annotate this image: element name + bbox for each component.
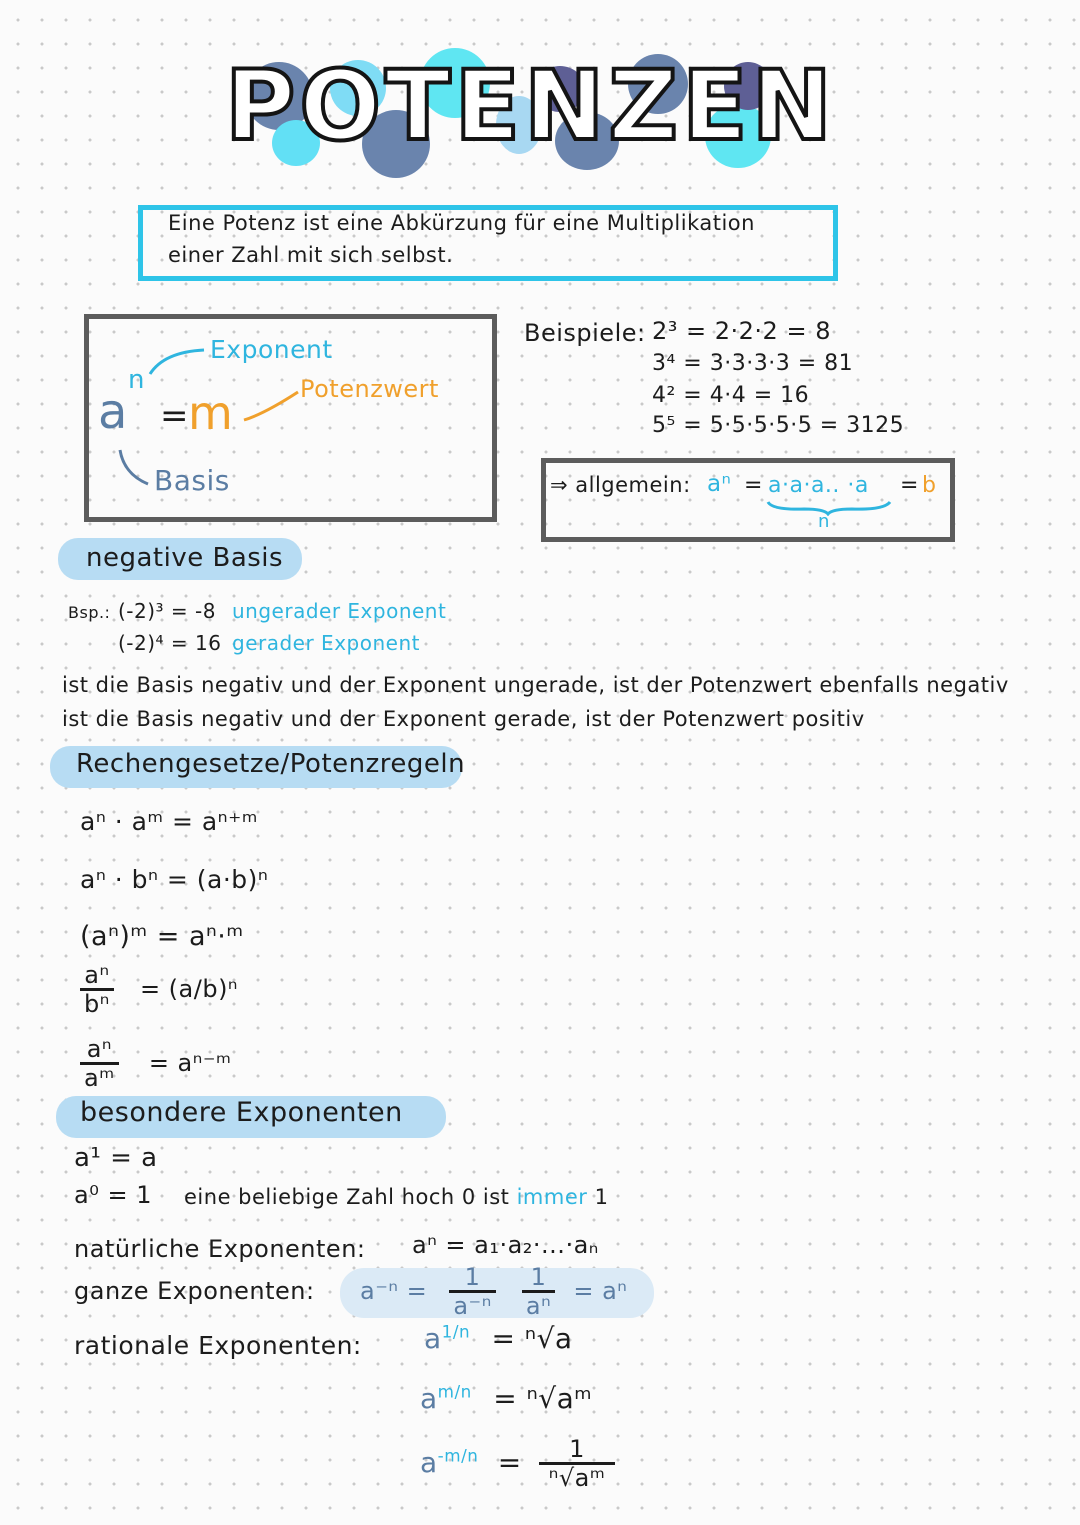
rational-1-rhs: = ⁿ√a: [491, 1322, 573, 1355]
rational-2-exponent: m/n: [437, 1381, 472, 1402]
special-2-note-highlight: immer: [516, 1185, 588, 1209]
example-row-1: 2³ = 2·2·2 = 8: [652, 317, 831, 345]
integer-rhs: = aⁿ: [573, 1276, 628, 1305]
heading-negative-basis: negative Basis: [86, 543, 284, 573]
rule-4-numerator: aⁿ: [80, 962, 114, 991]
definition-line-1: Eine Potenz ist eine Abkürzung für eine Multiplikation: [168, 211, 755, 235]
general-prefix: ⇒ allgemein:: [550, 473, 691, 497]
rule-5: [80, 1036, 231, 1092]
rational-1-base: a: [424, 1322, 442, 1355]
general-product: a·a·a.. ·a: [768, 473, 869, 498]
label-potenzwert: Potenzwert: [300, 375, 439, 403]
rule-5-denominator: aᵐ: [84, 1064, 115, 1093]
rational-3-exponent: -m/n: [437, 1445, 479, 1466]
rule-5-numerator: aⁿ: [80, 1036, 119, 1065]
rational-3: $a^{-m/n}$ = $\frac{1}{\text{ⁿ√aᵐ}}$: [420, 1436, 615, 1492]
integer-frac1-num: 1: [449, 1264, 495, 1293]
rule-4-rhs: = (a/b)ⁿ: [139, 974, 238, 1003]
rational-3-den: ⁿ√aᵐ: [548, 1464, 606, 1493]
diagram-result: m: [188, 386, 234, 440]
natural-exponents-formula: aⁿ = a₁·a₂·...·aₙ: [412, 1231, 599, 1259]
general-lhs: aⁿ: [707, 471, 732, 497]
rational-1: [424, 1321, 573, 1355]
bsp-label: Bsp.:: [68, 603, 111, 622]
rule-4: [80, 962, 238, 1018]
special-2-note-post: 1: [594, 1185, 609, 1209]
diagram-equals: =: [160, 396, 189, 436]
negative-example-1: (-2)³ = -8: [118, 599, 216, 623]
example-row-4: 5⁵ = 5·5·5·5·5 = 3125: [652, 413, 905, 438]
rule-3: (aⁿ)ᵐ = aⁿ·ᵐ: [80, 921, 244, 952]
heading-rechengesetze: Rechengesetze/Potenzregeln: [76, 749, 466, 779]
negative-rule-1: ist die Basis negativ und der Exponent ungerade, ist der Potenzwert ebenfalls negativ: [62, 673, 1009, 697]
negative-example-2: (-2)⁴ = 16: [118, 631, 222, 655]
diagram-base: a: [98, 384, 128, 440]
general-count: n: [818, 511, 830, 532]
diagram-exponent-symbol: n: [128, 365, 145, 395]
example-row-3: 4² = 4·4 = 16: [652, 383, 810, 408]
general-result: b: [922, 473, 937, 498]
negative-example-1-note: ungerader Exponent: [232, 599, 447, 623]
special-2: a⁰ = 1: [74, 1181, 152, 1209]
integer-exponents-formula: [360, 1264, 627, 1320]
rational-exponents-label: rationale Exponenten:: [74, 1331, 362, 1360]
rule-5-rhs: = aⁿ⁻ᵐ: [148, 1048, 232, 1077]
label-exponent: Exponent: [210, 335, 333, 364]
integer-exponents-label: ganze Exponenten:: [74, 1277, 315, 1305]
integer-frac1-den: a⁻ⁿ: [453, 1292, 492, 1321]
integer-frac2-num: 1: [522, 1264, 555, 1293]
rational-2: [420, 1381, 593, 1415]
general-eq: =: [744, 473, 763, 498]
page-title: POTENZEN: [225, 50, 836, 162]
heading-besondere-exponenten: besondere Exponenten: [80, 1097, 403, 1128]
integer-lhs: a⁻ⁿ =: [360, 1276, 428, 1305]
negative-rule-2: ist die Basis negativ und der Exponent gerade, ist der Potenzwert positiv: [62, 707, 865, 731]
rule-2: aⁿ · bⁿ = (a·b)ⁿ: [80, 865, 269, 894]
rational-3-base: a: [420, 1445, 438, 1479]
rational-2-rhs: = ⁿ√aᵐ: [493, 1382, 593, 1415]
special-2-note-pre: eine beliebige Zahl hoch 0 ist: [184, 1185, 510, 1209]
natural-exponents-label: natürliche Exponenten:: [74, 1235, 366, 1263]
examples-label: Beispiele:: [524, 319, 646, 347]
special-2-note: [184, 1186, 608, 1209]
rule-1: aⁿ · aᵐ = aⁿ⁺ᵐ: [80, 807, 258, 836]
integer-frac2-den: aⁿ: [525, 1292, 552, 1321]
definition-line-2: einer Zahl mit sich selbst.: [168, 243, 454, 267]
label-basis: Basis: [154, 464, 230, 497]
general-eq2: =: [900, 473, 919, 498]
rational-1-exponent: 1/n: [441, 1321, 471, 1342]
rule-4-denominator: bⁿ: [84, 990, 110, 1019]
negative-example-2-note: gerader Exponent: [232, 631, 420, 655]
special-1: a¹ = a: [74, 1143, 158, 1173]
rational-2-base: a: [420, 1382, 438, 1415]
example-row-2: 3⁴ = 3·3·3·3 = 81: [652, 351, 854, 376]
rational-3-num: 1: [539, 1436, 615, 1465]
